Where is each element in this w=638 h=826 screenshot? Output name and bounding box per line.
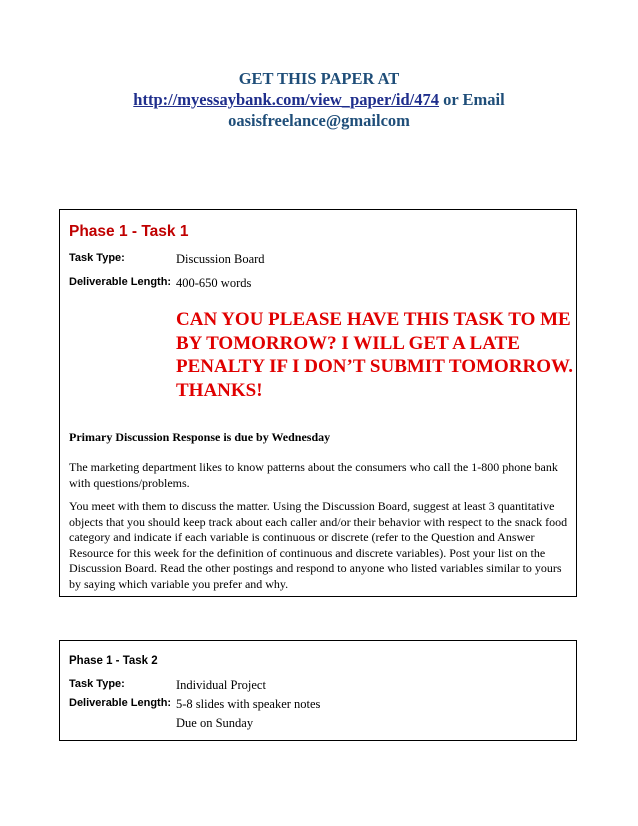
paper-link[interactable]: http://myessaybank.com/view_paper/id/474 xyxy=(133,90,440,109)
task2-title: Phase 1 - Task 2 xyxy=(69,655,158,667)
task1-length-value: 400-650 words xyxy=(176,276,252,290)
task1-length-label: Deliverable Length: xyxy=(69,276,172,288)
header-line2 xyxy=(0,89,638,110)
task1-paragraph-2: You meet with them to discuss the matter. Using the Discussion Board, suggest at least 3 quantitative objects that you should keep track about each caller and/or their behavior with respect to the snack food category and indicate if each variable is continuous or discrete (refer to the Question and Answer Resource for this week for the definition of continuous and discrete variables). Post your list on the Discussion Board. Read the other postings and respond to anyone who listed variables similar to yours by saying which variable you prefer and why. xyxy=(69,499,568,591)
header-email: oasisfreelance@gmailcom xyxy=(228,111,410,130)
header-connector: or Email xyxy=(439,90,505,109)
header-line1: GET THIS PAPER AT xyxy=(238,69,400,88)
task1-type-value: Discussion Board xyxy=(176,252,265,266)
task1-title: Phase 1 - Task 1 xyxy=(69,223,189,240)
task1-box xyxy=(59,209,577,597)
task2-due: Due on Sunday xyxy=(176,716,254,730)
task2-length-value: 5-8 slides with speaker notes xyxy=(176,697,321,711)
paper-header xyxy=(0,68,638,131)
due-note: Primary Discussion Response is due by Wednesday xyxy=(69,430,331,444)
task1-type-label: Task Type: xyxy=(69,252,125,264)
task2-length-label: Deliverable Length: xyxy=(69,697,172,709)
task2-type-label: Task Type: xyxy=(69,678,125,690)
urgent-note: CAN YOU PLEASE HAVE THIS TASK TO ME BY TOMORROW? I WILL GET A LATE PENALTY IF I DON’T SUBMIT TOMORROW. THANKS! xyxy=(176,309,573,401)
task2-box xyxy=(59,640,577,741)
task1-paragraph-1: The marketing department likes to know patterns about the consumers who call the 1-800 phone bank with questions/problems. xyxy=(69,460,558,490)
task2-type-value: Individual Project xyxy=(176,678,266,692)
